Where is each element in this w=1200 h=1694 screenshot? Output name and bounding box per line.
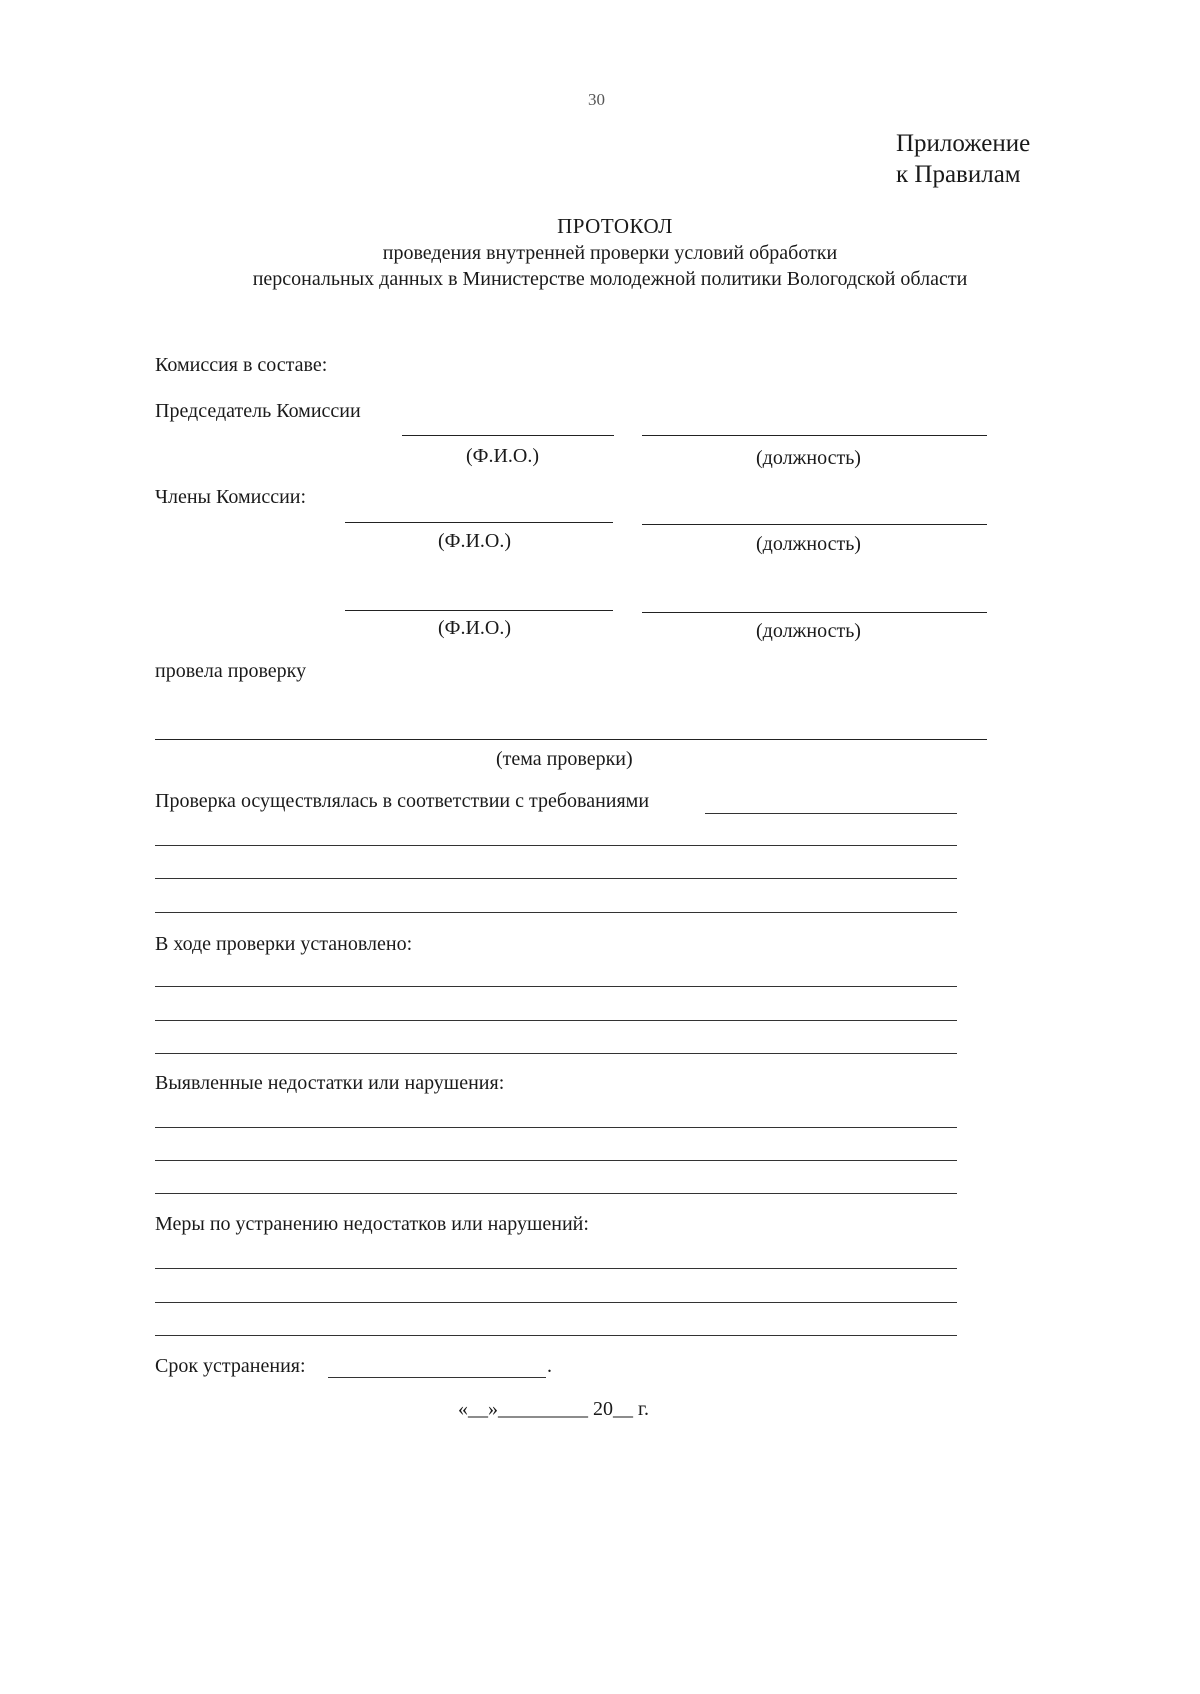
requirements-line-3 (155, 912, 957, 913)
chairman-position-line (642, 435, 987, 436)
deadline-line (328, 1377, 546, 1378)
measures-line-2 (155, 1302, 957, 1303)
document-subtitle-line-1: проведения внутренней проверки условий обработки (382, 242, 838, 264)
requirements-line-2 (155, 878, 957, 879)
chairman-position-hint: (должность) (756, 447, 861, 469)
topic-hint: (тема проверки) (496, 748, 633, 770)
conducted-label: провела проверку (155, 660, 307, 682)
established-line-1 (155, 986, 957, 987)
appendix-line-2: к Правилам (896, 161, 1021, 188)
topic-line (155, 739, 987, 740)
deadline-label: Срок устранения: (155, 1355, 306, 1377)
violations-label: Выявленные недостатки или нарушения: (155, 1072, 505, 1094)
chairman-label: Председатель Комиссии (155, 400, 361, 422)
member1-position-line (642, 524, 987, 525)
document-title: ПРОТОКОЛ (557, 214, 673, 238)
commission-label: Комиссия в составе: (155, 354, 328, 376)
requirements-line-inline (705, 813, 957, 814)
violations-line-3 (155, 1193, 957, 1194)
measures-label: Меры по устранению недостатков или нарушений: (155, 1213, 589, 1235)
members-label: Члены Комиссии: (155, 486, 307, 508)
date-line: «__»_________ 20__ г. (458, 1398, 649, 1420)
member2-fio-line (345, 610, 613, 611)
member1-fio-line (345, 522, 613, 523)
requirements-label: Проверка осуществлялась в соответствии с требованиями (155, 790, 650, 812)
document-subtitle-line-2: персональных данных в Министерстве молодежной политики Вологодской области (252, 268, 968, 290)
established-line-2 (155, 1020, 957, 1021)
violations-line-2 (155, 1160, 957, 1161)
member1-fio-hint: (Ф.И.О.) (438, 530, 512, 552)
measures-line-3 (155, 1335, 957, 1336)
chairman-fio-line (402, 435, 614, 436)
member2-fio-hint: (Ф.И.О.) (438, 617, 512, 639)
measures-line-1 (155, 1268, 957, 1269)
page-number: 30 (588, 90, 605, 109)
chairman-fio-hint: (Ф.И.О.) (466, 445, 540, 467)
requirements-line-1 (155, 845, 957, 846)
established-line-3 (155, 1053, 957, 1054)
established-label: В ходе проверки установлено: (155, 933, 413, 955)
member1-position-hint: (должность) (756, 533, 861, 555)
member2-position-hint: (должность) (756, 620, 861, 642)
deadline-period: . (547, 1355, 552, 1377)
appendix-line-1: Приложение (896, 130, 1031, 157)
member2-position-line (642, 612, 987, 613)
violations-line-1 (155, 1127, 957, 1128)
